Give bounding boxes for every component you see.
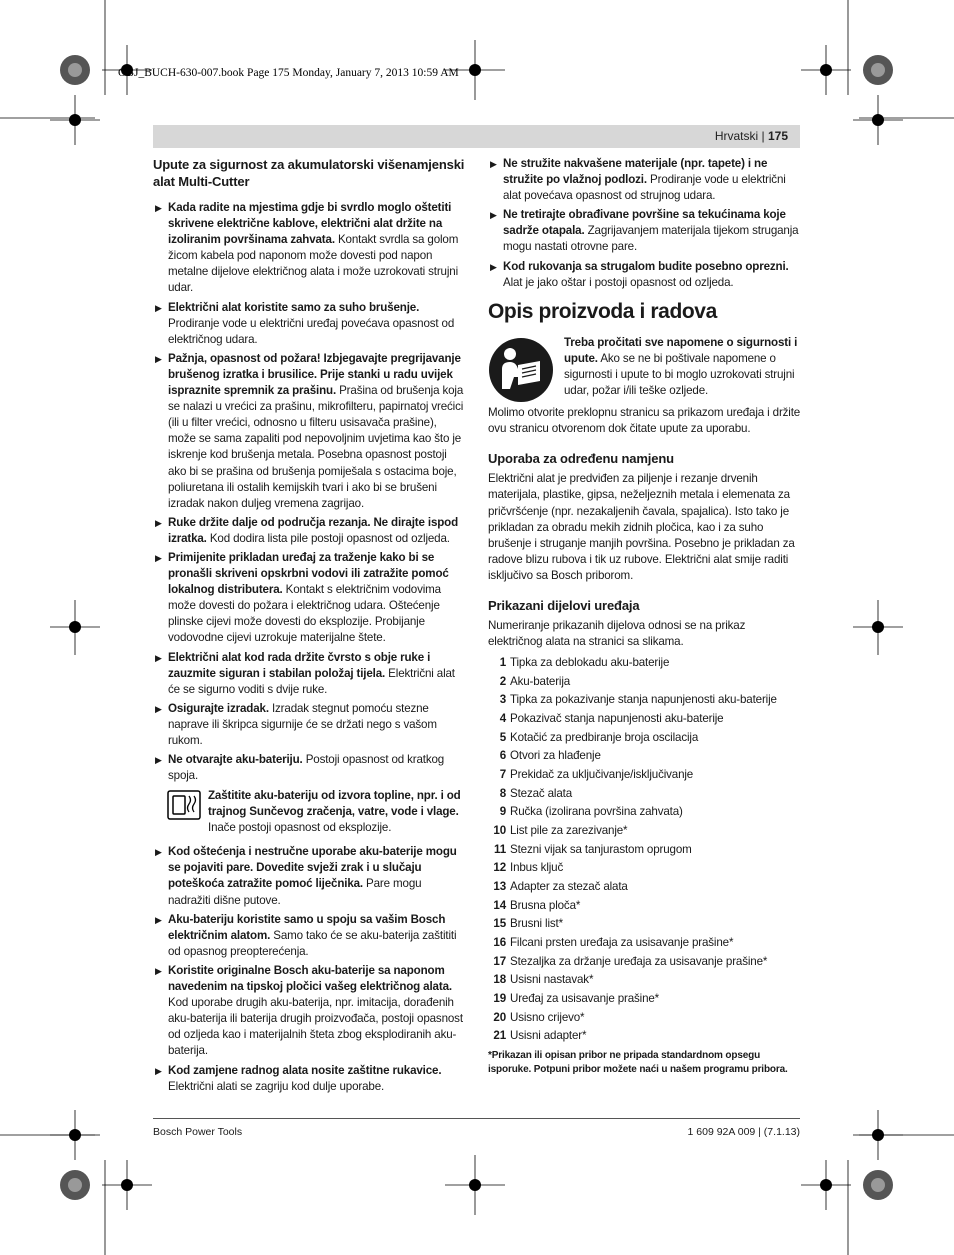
part-item — [488, 915, 801, 934]
bullet-bold: Koristite originalne Bosch aku-baterije sa naponom navedenim na tipskoj pločici vašeg električnog alata. — [168, 963, 452, 994]
left-column — [153, 156, 465, 1098]
bullet-item — [153, 351, 465, 512]
part-number: 5 — [499, 730, 506, 744]
part-label: Uređaj za usisavanje prašine* — [510, 991, 660, 1005]
part-label: Kotačić za predbiranje broja oscilacija — [510, 730, 699, 744]
part-label: Brusni list* — [510, 917, 563, 931]
print-header: OBJ_BUCH-630-007.book Page 175 Monday, January 7, 2013 10:59 AM — [118, 67, 459, 79]
part-number: 16 — [493, 936, 506, 949]
part-number: 20 — [493, 1010, 506, 1024]
bullet-triangle-icon: ▶ — [490, 261, 497, 272]
part-label: Prekidač za uključivanje/isključivanje — [510, 768, 694, 782]
part-item — [488, 654, 801, 673]
part-label: Usisni adapter* — [510, 1029, 587, 1043]
battery-heat-icon — [167, 790, 201, 820]
part-number: 12 — [493, 861, 506, 875]
part-label: Aku-baterija — [510, 674, 571, 688]
part-item — [488, 822, 801, 841]
bullet-text: Pare mogu nadražiti dišne putove. — [168, 877, 422, 907]
part-number: 13 — [493, 880, 506, 894]
part-item — [488, 897, 801, 916]
fold-page-text: Molimo otvorite preklopnu stranicu sa prikazom uređaja i držite ovu stranicu otvorenom dok čitate upute za uporabu. — [488, 406, 801, 436]
bullet-item — [488, 156, 801, 204]
bullet-bold: Aku-bateriju koristite samo u spoju sa vašim Bosch električnim alatom. — [168, 912, 446, 942]
read-manual-icon — [488, 337, 554, 403]
bullet-triangle-icon: ▶ — [490, 159, 497, 169]
part-number: 6 — [499, 749, 506, 763]
bullet-text: Alat je jako oštar i postoji opasnost od ozljeda. — [503, 275, 734, 289]
part-item — [488, 971, 801, 990]
bullet-triangle-icon: ▶ — [155, 652, 162, 663]
bullet-text: Prodiranje vode u električni alat povećava opasnost od strujnog udara. — [503, 173, 786, 203]
bullet-bold: Kod oštećenja i nestručne uporabe aku-baterije mogu se pojaviti pare. Dovedite svježi zrak i u slučaju poteškoća zatražite pomoć liječnika. — [168, 845, 457, 891]
part-number: 2 — [499, 674, 506, 688]
bullet-text: Električni alat će se sigurno voditi s dvije ruke. — [168, 666, 455, 696]
part-label: Pokazivač stanja napunjenosti aku-baterije — [510, 712, 724, 726]
part-item — [488, 878, 801, 897]
part-number: 18 — [493, 973, 506, 987]
bullet-bold: Kod zamjene radnog alata nosite zaštitne rukavice. — [168, 1063, 442, 1077]
bullet-bold: Pažnja, opasnost od požara! Izbjegavajte pregrijavanje brušenog izratka i brusilice. Prije stanki u radu uvijek ispraznite spremnik za prašinu. — [168, 351, 461, 398]
bullet-bold: Električni alat kod rada držite čvrsto s obje ruke i zauzmite siguran i stabilan položaj tijela. — [168, 650, 431, 680]
part-number: 10 — [493, 824, 506, 838]
part-number: 9 — [499, 805, 506, 819]
bullet-item — [153, 963, 465, 1060]
part-item — [488, 990, 801, 1009]
part-label: Tipka za pokazivanje stanja napunjenosti aku-baterije — [510, 693, 777, 707]
safety-bullets — [153, 200, 465, 784]
part-label: Tipka za deblokadu aku-baterije — [510, 656, 670, 670]
bullet-triangle-icon: ▶ — [155, 755, 162, 766]
part-number: 15 — [493, 917, 506, 931]
bullet-bold: Kada radite na mjestima gdje bi svrdlo moglo oštetiti skrivene električne kablove, električni alat držite na izoliranim površinama zahvata. — [168, 201, 452, 247]
part-item — [488, 673, 801, 692]
bullet-item — [488, 259, 801, 291]
part-label: Inbus ključ — [510, 861, 564, 875]
footer-rule — [153, 1118, 800, 1119]
page-header-text — [715, 129, 788, 143]
bullet-item — [153, 200, 465, 297]
bullet-bold: Ruke držite dalje od područja rezanja. Ne dirajte ispod izratka. — [168, 515, 459, 545]
bullet-item — [153, 912, 465, 960]
bullet-triangle-icon: ▶ — [155, 302, 162, 313]
bullet-bold: Električni alat koristite samo za suho brušenje. — [168, 300, 420, 314]
bullet-item — [153, 550, 465, 647]
part-number: 21 — [493, 1029, 506, 1043]
header-separator: | — [761, 129, 765, 143]
warning-text: Inače postoji opasnost od eksplozije. — [208, 821, 392, 835]
part-label: Ručka (izolirana površina zahvata) — [510, 805, 683, 819]
bullet-item — [153, 752, 465, 784]
part-item — [488, 1027, 801, 1046]
part-item — [488, 1009, 801, 1028]
part-label: Stezač alata — [510, 786, 573, 800]
part-label: List pile za zarezivanje* — [510, 824, 628, 838]
bullet-triangle-icon: ▶ — [155, 552, 162, 563]
right-column — [488, 156, 801, 1078]
scraper-bullets — [488, 156, 801, 291]
warning-bold: Zaštitite aku-bateriju od izvora topline, npr. i od trajnog Sunčevog zračenja, vatre, vode i vlage. — [208, 789, 461, 819]
bullet-item — [153, 701, 465, 749]
bullet-text: Kontakt s električnim vodovima može dovesti do požara i električnog udara. Oštećenje plinske cijevi može dovesti do eksplozije. Probijanje vodovodne cijevi uzrokuje materijalne štete. — [168, 583, 441, 645]
part-label: Usisno crijevo* — [510, 1010, 585, 1024]
bullet-triangle-icon: ▶ — [155, 1065, 162, 1076]
intended-use-text: Električni alat je predviđen za piljenje i rezanje drvenih materijala, plastike, gipsa, neželjeznih metala i elemenata za pričvršćenje (npr. nezakaljenih čavala, spajalica). Isto tako je prikladan za obradu mekih zidnih pločica, kao i za suho brušenje i struganje manjih površina. Posebno je prikladan za radove blizu rubova i tik uz rubove. Električni alat smije raditi isključivo sa Bosch priborom. — [488, 472, 795, 582]
bullet-item — [488, 207, 801, 255]
part-item — [488, 785, 801, 804]
bullet-item — [153, 300, 465, 348]
bullet-triangle-icon: ▶ — [155, 847, 162, 858]
bullet-item — [153, 1063, 465, 1095]
battery-bullets — [153, 844, 465, 1094]
section-title: Opis proizvoda i radova — [488, 299, 717, 323]
bullet-item — [153, 650, 465, 698]
footer-brand: Bosch Power Tools — [153, 1126, 243, 1138]
part-label: Stezaljka za držanje uređaja za usisavanje prašine* — [510, 954, 768, 968]
read-notice-text: Ako se ne bi poštivale napomene o sigurnosti i upute to bi moglo uzrokovati strujni udar, požar i/ili teške ozljede. — [564, 351, 795, 398]
part-number: 11 — [494, 842, 506, 856]
bullet-text: Postoji opasnost od kratkog spoja. — [168, 753, 445, 783]
part-item — [488, 747, 801, 766]
part-label: Brusna ploča* — [510, 898, 581, 912]
parts-title: Prikazani dijelovi uređaja — [488, 597, 640, 613]
part-item — [488, 766, 801, 785]
parts-intro: Numeriranje prikazanih dijelova odnosi se na prikaz električnog alata na stranici sa slikama. — [488, 618, 746, 649]
header-language: Hrvatski — [714, 129, 759, 143]
part-item — [488, 841, 801, 860]
bullet-item — [153, 844, 465, 908]
bullet-triangle-icon: ▶ — [155, 353, 162, 364]
part-number: 19 — [493, 991, 506, 1005]
bullet-bold: Ne otvarajte aku-bateriju. — [168, 753, 303, 767]
bullet-triangle-icon: ▶ — [155, 703, 162, 714]
part-item — [488, 803, 801, 822]
part-number: 14 — [493, 898, 506, 912]
bullet-item — [153, 515, 465, 547]
part-number: 7 — [499, 768, 506, 782]
accessory-footnote: *Prikazan ili opisan pribor ne pripada standardnom opsegu isporuke. Potpuni pribor možete naći u našem programu pribora. — [488, 1049, 788, 1076]
part-label: Adapter za stezač alata — [510, 880, 628, 894]
part-item — [488, 691, 801, 710]
bullet-triangle-icon: ▶ — [490, 210, 497, 221]
part-label: Usisni nastavak* — [510, 973, 594, 987]
bullet-bold: Primijenite prikladan uređaj za traženje kako bi se pronašli skriveni opskrbni vodovi ili zatražite pomoć lokalnog distributera. — [168, 550, 449, 597]
page-header-bar — [153, 125, 800, 148]
part-item — [488, 934, 801, 953]
parts-list — [488, 654, 801, 1046]
part-label: Filcani prsten uređaja za usisavanje prašine* — [510, 936, 734, 949]
safety-title: Upute za sigurnost za akumulatorski višenamjenski alat Multi-Cutter — [153, 157, 465, 189]
bullet-text: Kod uporabe drugih aku-baterija, npr. imitacija, dorađenih aku-baterija ili baterija drugih proizvođača, postoji opasnost od ozljeda kao i materijalnih šteta zbog eksplodiranih aku-baterija. — [168, 996, 463, 1058]
part-item — [488, 859, 801, 878]
battery-heat-warning — [153, 788, 465, 838]
read-notice-bold: Treba pročitati sve napomene o sigurnosti i upute. — [564, 335, 798, 365]
page-number: 175 — [767, 129, 788, 143]
bullet-text: Električni alati se zagriju kod dulje uporabe. — [168, 1079, 385, 1093]
bullet-text: Prodiranje vode u električni uređaj povećava opasnost od električnog udara. — [168, 316, 455, 346]
bullet-triangle-icon: ▶ — [155, 517, 162, 528]
part-number: 1 — [499, 656, 506, 670]
footer-doc-number: 1 609 92A 009 | (7.1.13) — [687, 1126, 800, 1138]
part-label: Stezni vijak sa tanjurastom oprugom — [510, 842, 692, 856]
bullet-bold: Kod rukovanja sa strugalom budite posebno oprezni. — [503, 259, 789, 273]
part-item — [488, 710, 801, 729]
part-item — [488, 729, 801, 748]
part-item — [488, 953, 801, 972]
part-number: 17 — [493, 954, 506, 968]
bullet-triangle-icon: ▶ — [155, 203, 162, 213]
part-number: 3 — [499, 693, 506, 707]
bullet-text: Zagrijavanjem materijala tijekom struganja mogu nastati otrovne pare. — [503, 224, 799, 254]
part-number: 4 — [499, 712, 506, 726]
bullet-triangle-icon: ▶ — [155, 965, 162, 976]
bullet-bold: Ne tretirajte obrađivane površine sa tekućinama koje sadrže otapala. — [503, 208, 786, 238]
bullet-text: Samo tako će se aku-baterija zaštititi od opasnog preopterećenja. — [168, 928, 457, 958]
bullet-bold: Ne stružite nakvašene materijale (npr. tapete) i ne stružite po vlažnoj podlozi. — [503, 157, 768, 187]
part-number: 8 — [499, 786, 506, 800]
bullet-triangle-icon: ▶ — [155, 914, 162, 925]
part-label: Otvori za hlađenje — [510, 749, 601, 763]
intended-use-title: Uporaba za određenu namjenu — [488, 451, 674, 467]
bullet-text: Prašina od brušenja koja se nalazi u vrećici za prašinu, mikrofilteru, papirnatoj vrećici (ili u filter vrećici, odnosno u filteru usisavača prašine), može se sama zapaliti pod nepovoljnim uvjetima kao što je iskrenje kod brušenja metala. Posebna opasnost postoji ako bi se prašina od brušenja pomiješala s ostacima boje, poliuretana ili ostalih kemijskih tvari i ako bi se brušeni izradak nakon duljeg vremena zagrijao. — [168, 384, 464, 510]
bullet-bold: Osigurajte izradak. — [168, 701, 269, 715]
read-instructions-notice — [488, 335, 801, 399]
bullet-text: Kontakt svrdla sa golom žicom kabela pod naponom može dovesti pod napon metalne dijelove električnog alata i može uzrokovati strujni udar. — [168, 233, 459, 295]
bullet-text: Izradak stegnut pomoću stezne naprave ili škripca sigurnije će se držati nego s vašom rukom. — [168, 701, 437, 747]
bullet-text: Kod dodira lista pile postoji opasnost od ozljeda. — [206, 531, 450, 545]
